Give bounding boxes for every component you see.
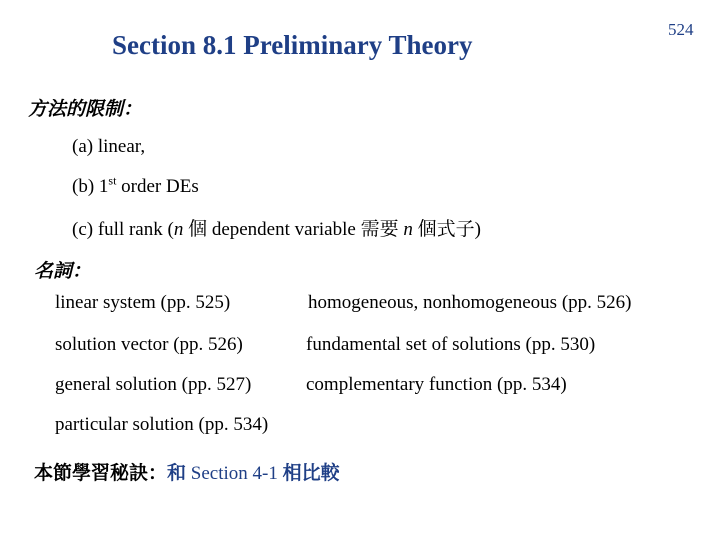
- limit-item-c-n1: n: [173, 219, 184, 240]
- limit-item-a: [72, 136, 145, 158]
- limit-item-c: [72, 214, 481, 241]
- study-tip-compare-pre: 和: [167, 463, 187, 484]
- term-linear-system: linear system (pp. 525): [55, 292, 231, 313]
- limit-item-b-post: order DEs: [116, 176, 199, 197]
- terms-heading: 名詞：: [34, 261, 92, 282]
- term-homogeneous: homogeneous, nonhomogeneous (pp. 526): [308, 292, 632, 313]
- study-tip-compare-post: 相比較: [282, 463, 340, 484]
- study-tip: [34, 458, 340, 485]
- term-solution-vector: solution vector (pp. 526): [55, 334, 243, 355]
- limit-item-b-sup: st: [108, 173, 117, 188]
- term-general-solution: general solution (pp. 527): [55, 374, 252, 395]
- limit-item-b-pre: (b) 1: [72, 176, 109, 197]
- limit-item-a-text: (a) linear,: [72, 136, 146, 157]
- limit-item-c-post: 個式子): [412, 219, 481, 240]
- term-complementary-function: complementary function (pp. 534): [306, 374, 567, 395]
- limit-item-c-pre: (c) full rank (: [72, 219, 174, 240]
- term-fundamental-set: fundamental set of solutions (pp. 530): [306, 334, 596, 355]
- study-tip-label: 本節學習秘訣：: [34, 463, 168, 484]
- section-title: Section 8.1 Preliminary Theory: [112, 30, 473, 60]
- term-particular-solution: particular solution (pp. 534): [55, 414, 269, 435]
- page-number: 524: [668, 20, 694, 39]
- study-tip-section: Section 4-1: [186, 463, 283, 484]
- limit-item-c-mid: 個 dependent variable 需要: [183, 219, 404, 240]
- limit-item-c-n2: n: [403, 219, 413, 240]
- limits-heading: 方法的限制：: [28, 99, 143, 120]
- limit-item-b: [72, 173, 199, 198]
